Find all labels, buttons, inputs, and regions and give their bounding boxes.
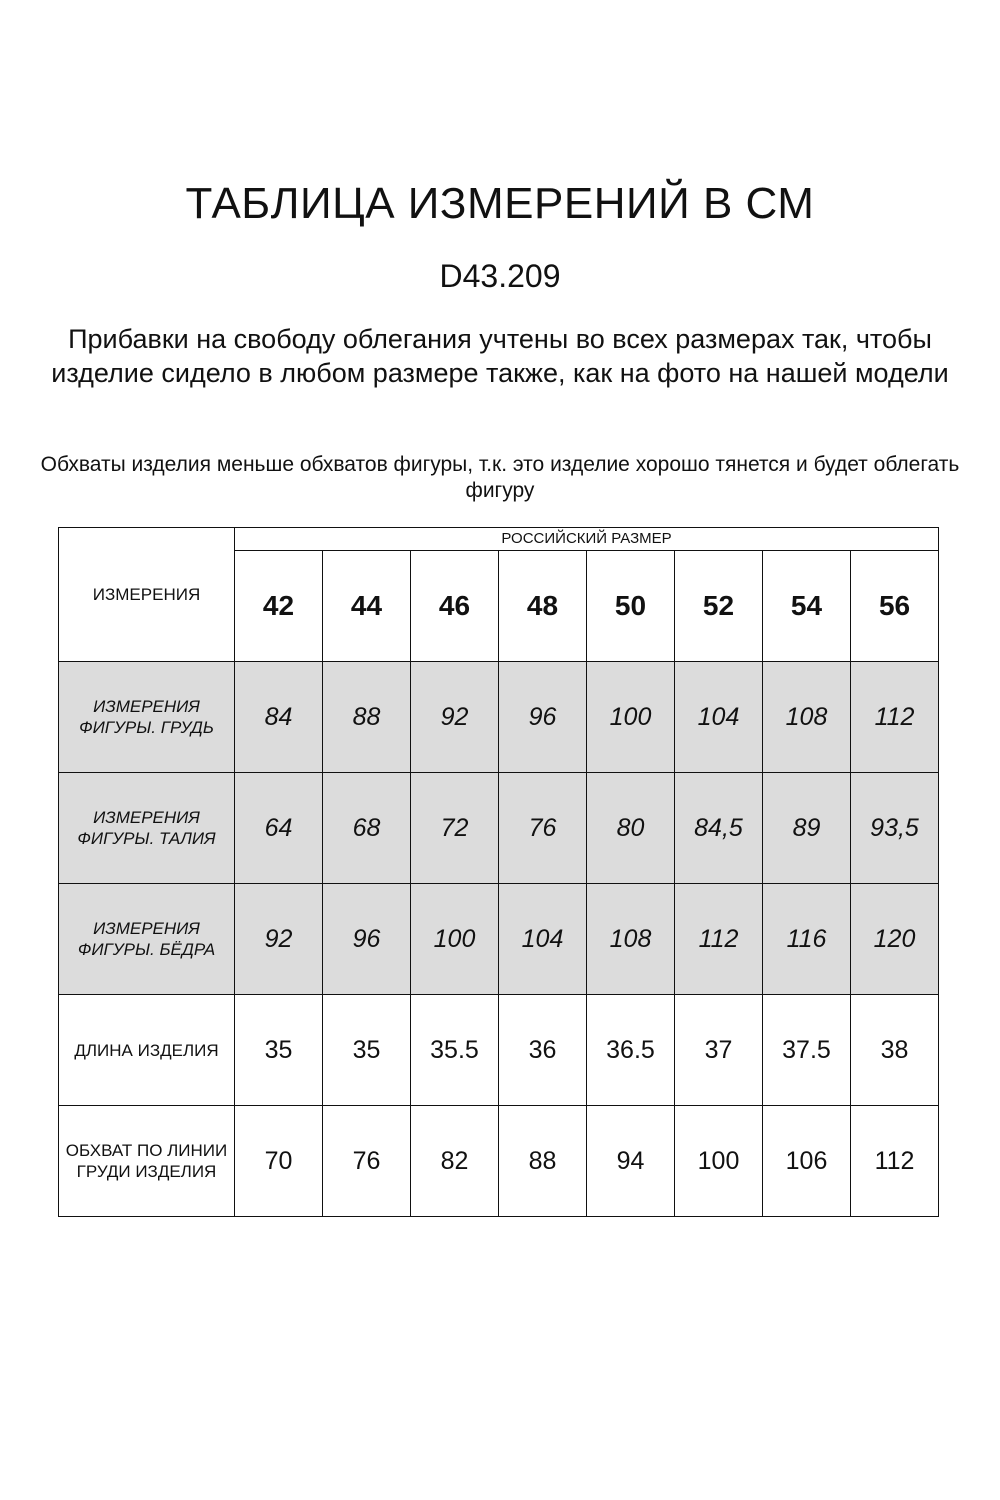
value-cell: 100	[411, 884, 499, 995]
value-cell: 100	[587, 662, 675, 773]
value-cell: 100	[675, 1106, 763, 1217]
value-cell: 88	[499, 1106, 587, 1217]
value-cell: 116	[763, 884, 851, 995]
value-cell: 96	[499, 662, 587, 773]
value-cell: 36.5	[587, 995, 675, 1106]
value-cell: 112	[675, 884, 763, 995]
value-cell: 92	[235, 884, 323, 995]
value-cell: 35	[323, 995, 411, 1106]
value-cell: 108	[763, 662, 851, 773]
value-cell: 35.5	[411, 995, 499, 1106]
value-cell: 96	[323, 884, 411, 995]
size-header-cell: 52	[675, 551, 763, 662]
row-label: ОБХВАТ ПО ЛИНИИ ГРУДИ ИЗДЕЛИЯ	[59, 1106, 235, 1217]
value-cell: 108	[587, 884, 675, 995]
row-label: ИЗМЕРЕНИЯ ФИГУРЫ. ГРУДЬ	[59, 662, 235, 773]
value-cell: 72	[411, 773, 499, 884]
table-row-waist	[59, 773, 939, 884]
value-cell: 37.5	[763, 995, 851, 1106]
row-label: ДЛИНА ИЗДЕЛИЯ	[59, 995, 235, 1106]
value-cell: 35	[235, 995, 323, 1106]
value-cell: 80	[587, 773, 675, 884]
fit-note: Прибавки на свободу облегания учтены во всех размерах так, чтобы изделие сидело в любом размере также, как на фото на нашей модели	[51, 324, 949, 388]
table-row-garment-chest	[59, 1106, 939, 1217]
value-cell: 112	[851, 1106, 939, 1217]
value-cell: 89	[763, 773, 851, 884]
size-table	[58, 527, 939, 1217]
size-header-cell: 50	[587, 551, 675, 662]
value-cell: 68	[323, 773, 411, 884]
value-cell: 64	[235, 773, 323, 884]
value-cell: 106	[763, 1106, 851, 1217]
value-cell: 120	[851, 884, 939, 995]
stretch-note: Обхваты изделия меньше обхватов фигуры, т.к. это изделие хорошо тянется и будет облегать фигуру	[40, 453, 960, 502]
size-header-cell: 46	[411, 551, 499, 662]
value-cell: 38	[851, 995, 939, 1106]
table-row-length	[59, 995, 939, 1106]
page-title: ТАБЛИЦА ИЗМЕРЕНИЙ В СМ	[185, 179, 815, 228]
size-header-cell: 42	[235, 551, 323, 662]
value-cell: 70	[235, 1106, 323, 1217]
size-header-cell: 54	[763, 551, 851, 662]
value-cell: 76	[323, 1106, 411, 1217]
value-cell: 82	[411, 1106, 499, 1217]
value-cell: 88	[323, 662, 411, 773]
value-cell: 104	[675, 662, 763, 773]
size-system-header: РОССИЙСКИЙ РАЗМЕР	[235, 528, 939, 551]
value-cell: 92	[411, 662, 499, 773]
value-cell: 94	[587, 1106, 675, 1217]
row-label: ИЗМЕРЕНИЯ ФИГУРЫ. ТАЛИЯ	[59, 773, 235, 884]
value-cell: 93,5	[851, 773, 939, 884]
value-cell: 37	[675, 995, 763, 1106]
size-header-cell: 56	[851, 551, 939, 662]
value-cell: 84,5	[675, 773, 763, 884]
value-cell: 76	[499, 773, 587, 884]
article-code: D43.209	[439, 258, 561, 294]
value-cell: 104	[499, 884, 587, 995]
value-cell: 84	[235, 662, 323, 773]
row-label: ИЗМЕРЕНИЯ ФИГУРЫ. БЁДРА	[59, 884, 235, 995]
value-cell: 112	[851, 662, 939, 773]
size-header-cell: 44	[323, 551, 411, 662]
measurements-header: ИЗМЕРЕНИЯ	[59, 528, 235, 662]
size-header-cell: 48	[499, 551, 587, 662]
table-row-hips	[59, 884, 939, 995]
value-cell: 36	[499, 995, 587, 1106]
table-row-chest	[59, 662, 939, 773]
